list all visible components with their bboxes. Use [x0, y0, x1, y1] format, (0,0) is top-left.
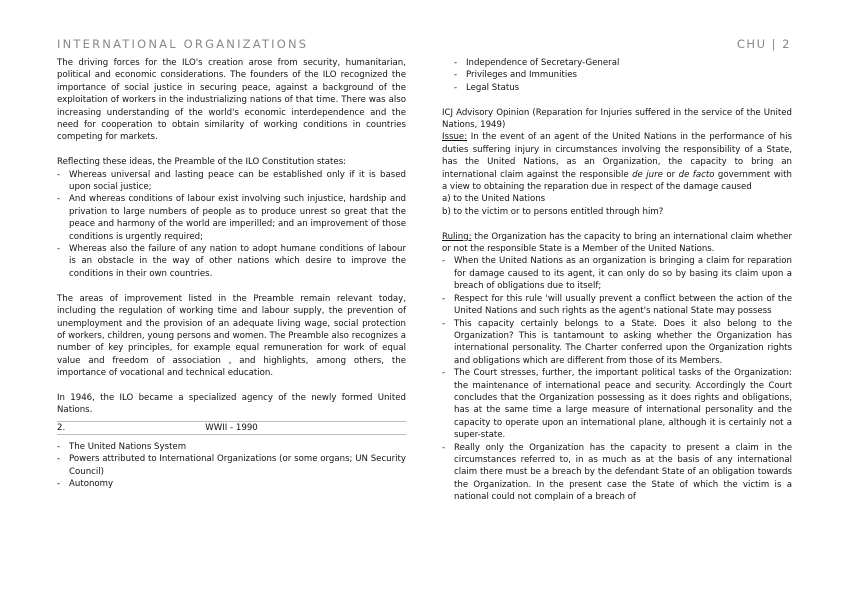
list-item: - Powers attributed to International Organizations (or some organs; UN Security Council): [57, 453, 406, 478]
document-title: INTERNATIONAL ORGANIZATIONS: [57, 37, 309, 51]
preamble-list: [57, 169, 406, 281]
list-item: - Respect for this rule 'will usually prevent a conflict between the action of the United Nations and such rights as the agent's national State may possess: [442, 293, 792, 318]
section-number: 2.: [57, 422, 66, 433]
list-item: - The United Nations System: [57, 441, 406, 453]
left-column: [57, 57, 406, 490]
issue-paragraph: [442, 131, 792, 193]
icj-opinion-title: ICJ Advisory Opinion (Reparation for Injuries suffered in the service of the United Nations, 1949): [442, 107, 792, 131]
list-item: - Independence of Secretary-General: [442, 57, 792, 69]
de-jure-term: de jure: [632, 169, 663, 180]
ruling-label: Ruling:: [442, 231, 472, 242]
ruling-text: the Organization has the capacity to bring an international claim whether or not the responsible State is a Member of the United Nations.: [442, 231, 792, 255]
list-item: - Autonomy: [57, 478, 406, 490]
de-facto-term: de facto: [678, 169, 715, 180]
right-column: [442, 57, 792, 504]
continued-section-list: [442, 57, 792, 94]
issue-option-a: a) to the United Nations: [442, 194, 546, 205]
list-item: - Legal Status: [442, 82, 792, 94]
issue-option-b: b) to the victim or to persons entitled through him?: [442, 206, 664, 217]
list-item: - This capacity certainly belongs to a State. Does it also belong to the Organization? This is tantamount to asking whether the Organization has international personality. The Charter conferred upon the Organization rights and obligations which are different from those of its Members.: [442, 318, 792, 368]
list-item: - Whereas universal and lasting peace can be established only if it is based upon social justice;: [57, 169, 406, 194]
ruling-paragraph: [442, 231, 792, 256]
list-item: - Whereas also the failure of any nation to adopt humane conditions of labour is an obstacle in the way of other nations which desire to improve the conditions in their own countries.: [57, 243, 406, 280]
section-list: [57, 441, 406, 491]
issue-label: Issue:: [442, 132, 468, 143]
issue-text: In the event of an agent of the United Nations in the performance of his duties suffering injury in circumstances involving the responsibility of a State, has the United Nations, as an Organization, the capacity to bring an international claim against the responsible: [442, 132, 792, 180]
issue-text: government with a view to obtaining the reparation due in respect of the damage caused: [442, 169, 792, 193]
ilo-1946-paragraph: In 1946, the ILO became a specialized agency of the newly formed United Nations.: [57, 392, 406, 416]
list-item: - The Court stresses, further, the important political tasks of the Organization: the maintenance of international peace and security. Accordingly the Court concludes that the Organization possessing as it does rights and obligations, has at the same time a large measure of international personality and the capacity to operate upon an international plane, although it is certainly not a super-state.: [442, 367, 792, 441]
list-item: - Really only the Organization has the capacity to present a claim in the circumstances referred to, in as much as at the basis of any international claim there must be a breach by the defendant State of an obligation towards the Organization. In the present case the State of which the victim is a national could not complain of a breach of: [442, 442, 792, 504]
list-item: - Privileges and Immunities: [442, 69, 792, 81]
preamble-intro: Reflecting these ideas, the Preamble of the ILO Constitution states:: [57, 157, 347, 168]
issue-text: or: [662, 169, 679, 180]
list-item: - When the United Nations as an organization is bringing a claim for reparation for damage caused to its agent, it can only do so by basing its claim upon a breach of obligations due to itself;: [442, 255, 792, 292]
list-item: - And whereas conditions of labour exist involving such injustice, hardship and privation to large numbers of people as to produce unrest so great that the peace and harmony of the world are imperilled; and an improvement of those conditions is urgently required;: [57, 193, 406, 243]
ilo-creation-paragraph: The driving forces for the ILO's creation arose from security, humanitarian, political and economic considerations. The founders of the ILO recognized the importance of social justice in securing peace, against a background of the exploitation of workers in the industrializing nations of that time. There was also increasing understanding of the world's economic interdependence and the need for cooperation to obtain similarity of working conditions in countries competing for markets.: [57, 58, 406, 143]
ruling-list: [442, 255, 792, 503]
page-label: CHU | 2: [736, 37, 791, 51]
section-heading: [57, 421, 406, 435]
improvement-areas-paragraph: The areas of improvement listed in the Preamble remain relevant today, including the regulation of working time and labour supply, the prevention of unemployment and the provision of an adequate living wage, social protection of workers, children, young persons and women. The Preamble also recognizes a number of key principles, for example equal remuneration for work of equal value and freedom of association , and highlights, among others, the importance of vocational and technical education.: [57, 293, 406, 379]
section-title: WWII - 1990: [205, 422, 258, 433]
